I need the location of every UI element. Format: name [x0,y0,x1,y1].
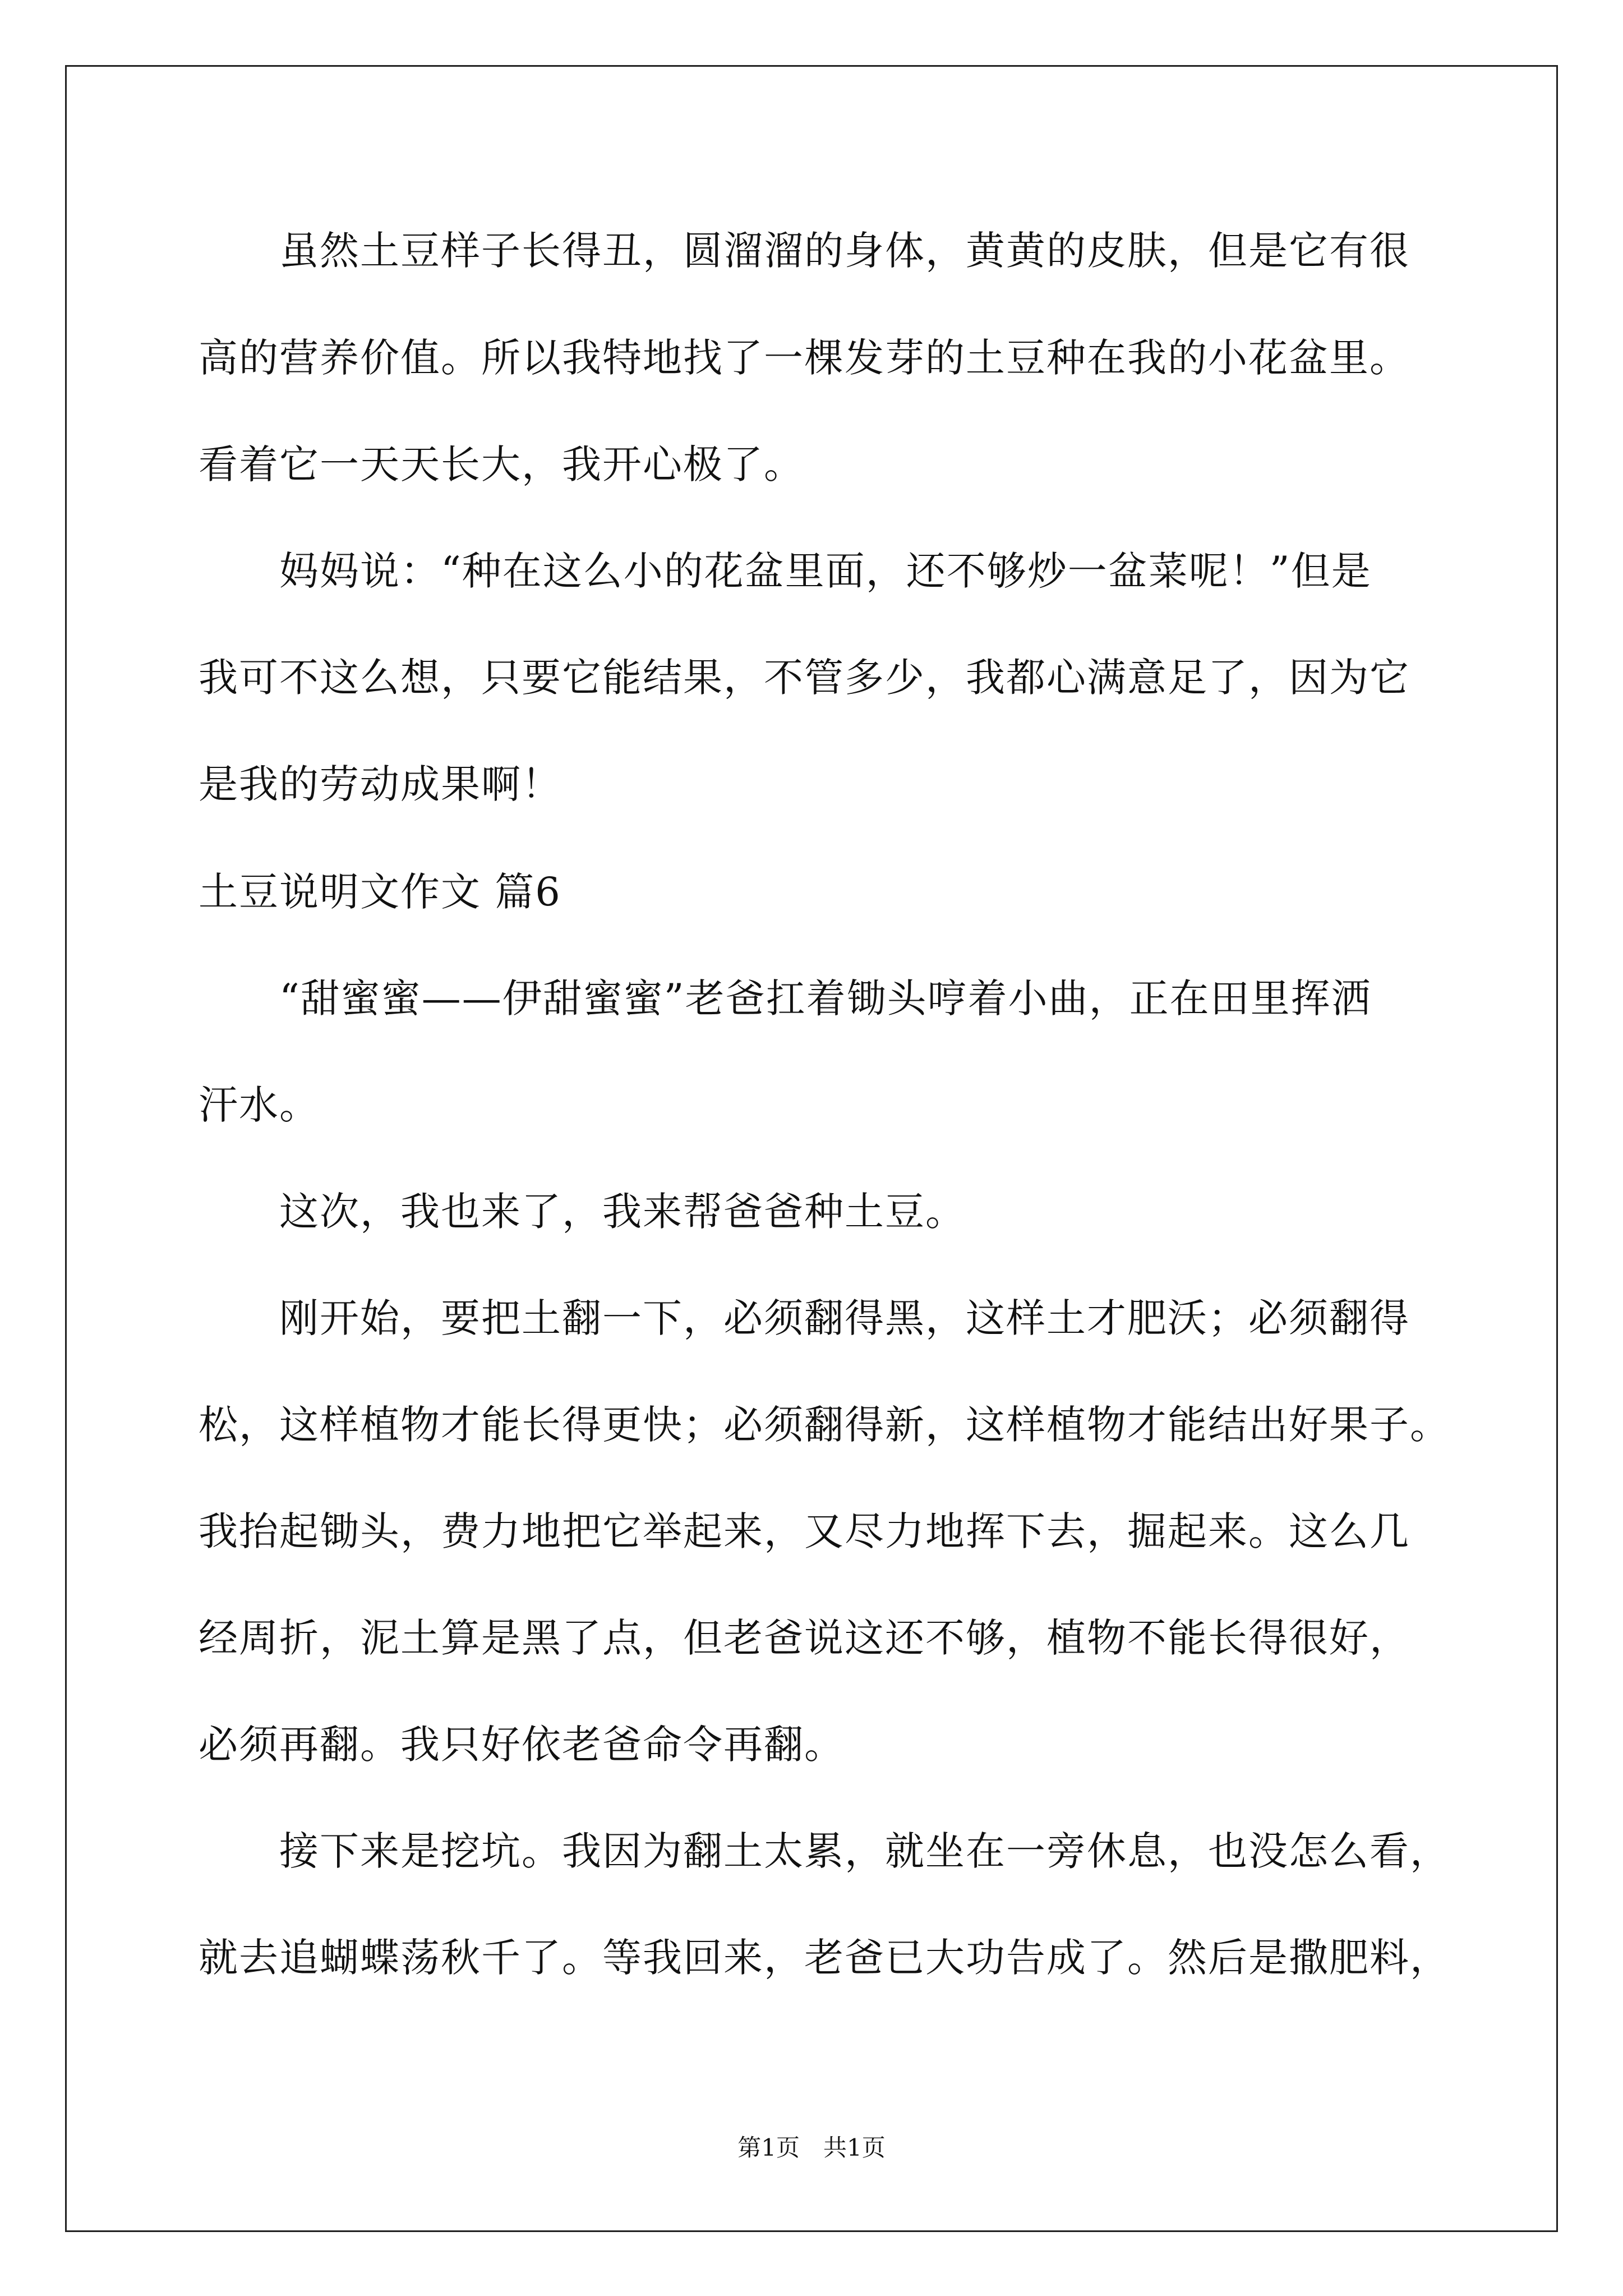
text-line: 是我的劳动成果啊！ [199,761,562,807]
text-line: 松，这样植物才能长得更快；必须翻得新，这样植物才能结出好果子。 [199,1402,1450,1448]
text-line: 汗水。 [199,1082,320,1128]
text-line: 我抬起锄头，费力地把它举起来，又尽力地挥下去，掘起来。这么几 [199,1508,1410,1554]
text-line: 必须再翻。我只好依老爸命令再翻。 [199,1722,845,1768]
text-line: 就去追蝴蝶荡秋千了。等我回来，老爸已大功告成了。然后是撒肥料， [199,1935,1450,1981]
text-line: “甜蜜蜜——伊甜蜜蜜”老爸扛着锄头哼着小曲，正在田里挥洒 [199,976,1372,1022]
text-line: 看着它一天天长大，我开心极了。 [199,441,804,487]
text-line: 接下来是挖坑。我因为翻土太累，就坐在一旁休息，也没怎么看， [199,1828,1450,1874]
page-border [65,65,1558,2232]
text-line: 高的营养价值。所以我特地找了一棵发芽的土豆种在我的小花盆里。 [199,335,1410,381]
text-line: 我可不这么想，只要它能结果，不管多少，我都心满意足了，因为它 [199,655,1410,701]
section-heading: 土豆说明文作文 篇6 [199,869,561,915]
text-line: 经周折，泥土算是黑了点，但老爸说这还不够，植物不能长得很好， [199,1615,1410,1661]
page-footer: 第1页 共1页 [737,2134,886,2161]
text-line: 刚开始，要把土翻一下，必须翻得黑，这样土才肥沃；必须翻得 [199,1295,1410,1341]
text-line: 妈妈说：“种在这么小的花盆里面，还不够炒一盆菜呢！”但是 [199,548,1372,594]
text-line: 这次，我也来了，我来帮爸爸种土豆。 [199,1189,966,1235]
text-line: 虽然土豆样子长得丑，圆溜溜的身体，黄黄的皮肤，但是它有很 [199,228,1410,274]
